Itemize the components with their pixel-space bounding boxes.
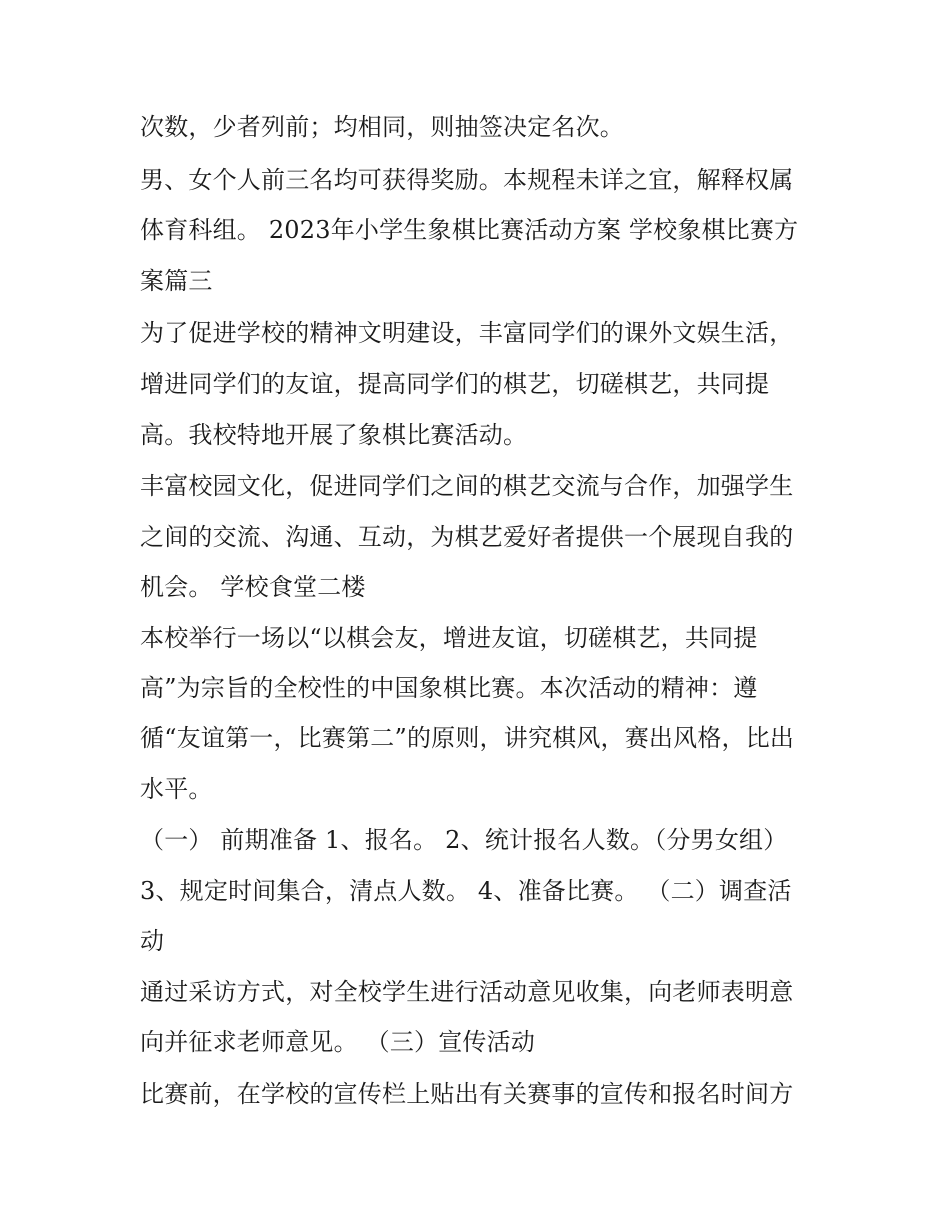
text-line-6: 增进同学们的友谊，提高同学们的棋艺，切磋棋艺，共同提 bbox=[140, 370, 770, 398]
text-line-19: 向并征求老师意见。 （三）宣传活动 bbox=[140, 1028, 536, 1056]
text-line-5: 为了促进学校的精神文明建设，丰富同学们的课外文娱生活， bbox=[140, 319, 794, 347]
text-line-13: 循“友谊第一，比赛第二”的原则，讲究棋风，赛出风格，比出 bbox=[140, 724, 795, 752]
text-line-2: 男、女个人前三名均可获得奖励。本规程未详之宜，解释权属 bbox=[140, 166, 794, 194]
text-line-7: 高。我校特地开展了象棋比赛活动。 bbox=[140, 421, 528, 449]
text-line-20: 比赛前，在学校的宣传栏上贴出有关赛事的宣传和报名时间方 bbox=[140, 1080, 794, 1108]
text-line-16: 3、规定时间集合，清点人数。 4、准备比赛。 （二）调查活 bbox=[140, 877, 792, 905]
text-line-12: 高”为宗旨的全校性的中国象棋比赛。本次活动的精神：遵 bbox=[140, 674, 758, 702]
text-line-15: （一） 前期准备 1、报名。 2、统计报名人数。（分男女组） bbox=[140, 826, 788, 854]
text-line-14: 水平。 bbox=[140, 775, 213, 803]
text-line-9: 之间的交流、沟通、互动，为棋艺爱好者提供一个展现自我的 bbox=[140, 523, 794, 551]
text-line-4: 案篇三 bbox=[140, 267, 213, 295]
text-line-8: 丰富校园文化，促进同学们之间的棋艺交流与合作，加强学生 bbox=[140, 472, 794, 500]
text-line-17: 动 bbox=[140, 927, 165, 955]
text-line-11: 本校举行一场以“以棋会友，增进友谊，切磋棋艺，共同提 bbox=[140, 624, 758, 652]
text-line-10: 机会。 学校食堂二楼 bbox=[140, 573, 366, 601]
text-line-3: 体育科组。 2023年小学生象棋比赛活动方案 学校象棋比赛方 bbox=[140, 216, 799, 244]
text-line-1: 次数，少者列前；均相同，则抽签决定名次。 bbox=[140, 113, 624, 141]
text-line-18: 通过采访方式，对全校学生进行活动意见收集，向老师表明意 bbox=[140, 978, 794, 1006]
